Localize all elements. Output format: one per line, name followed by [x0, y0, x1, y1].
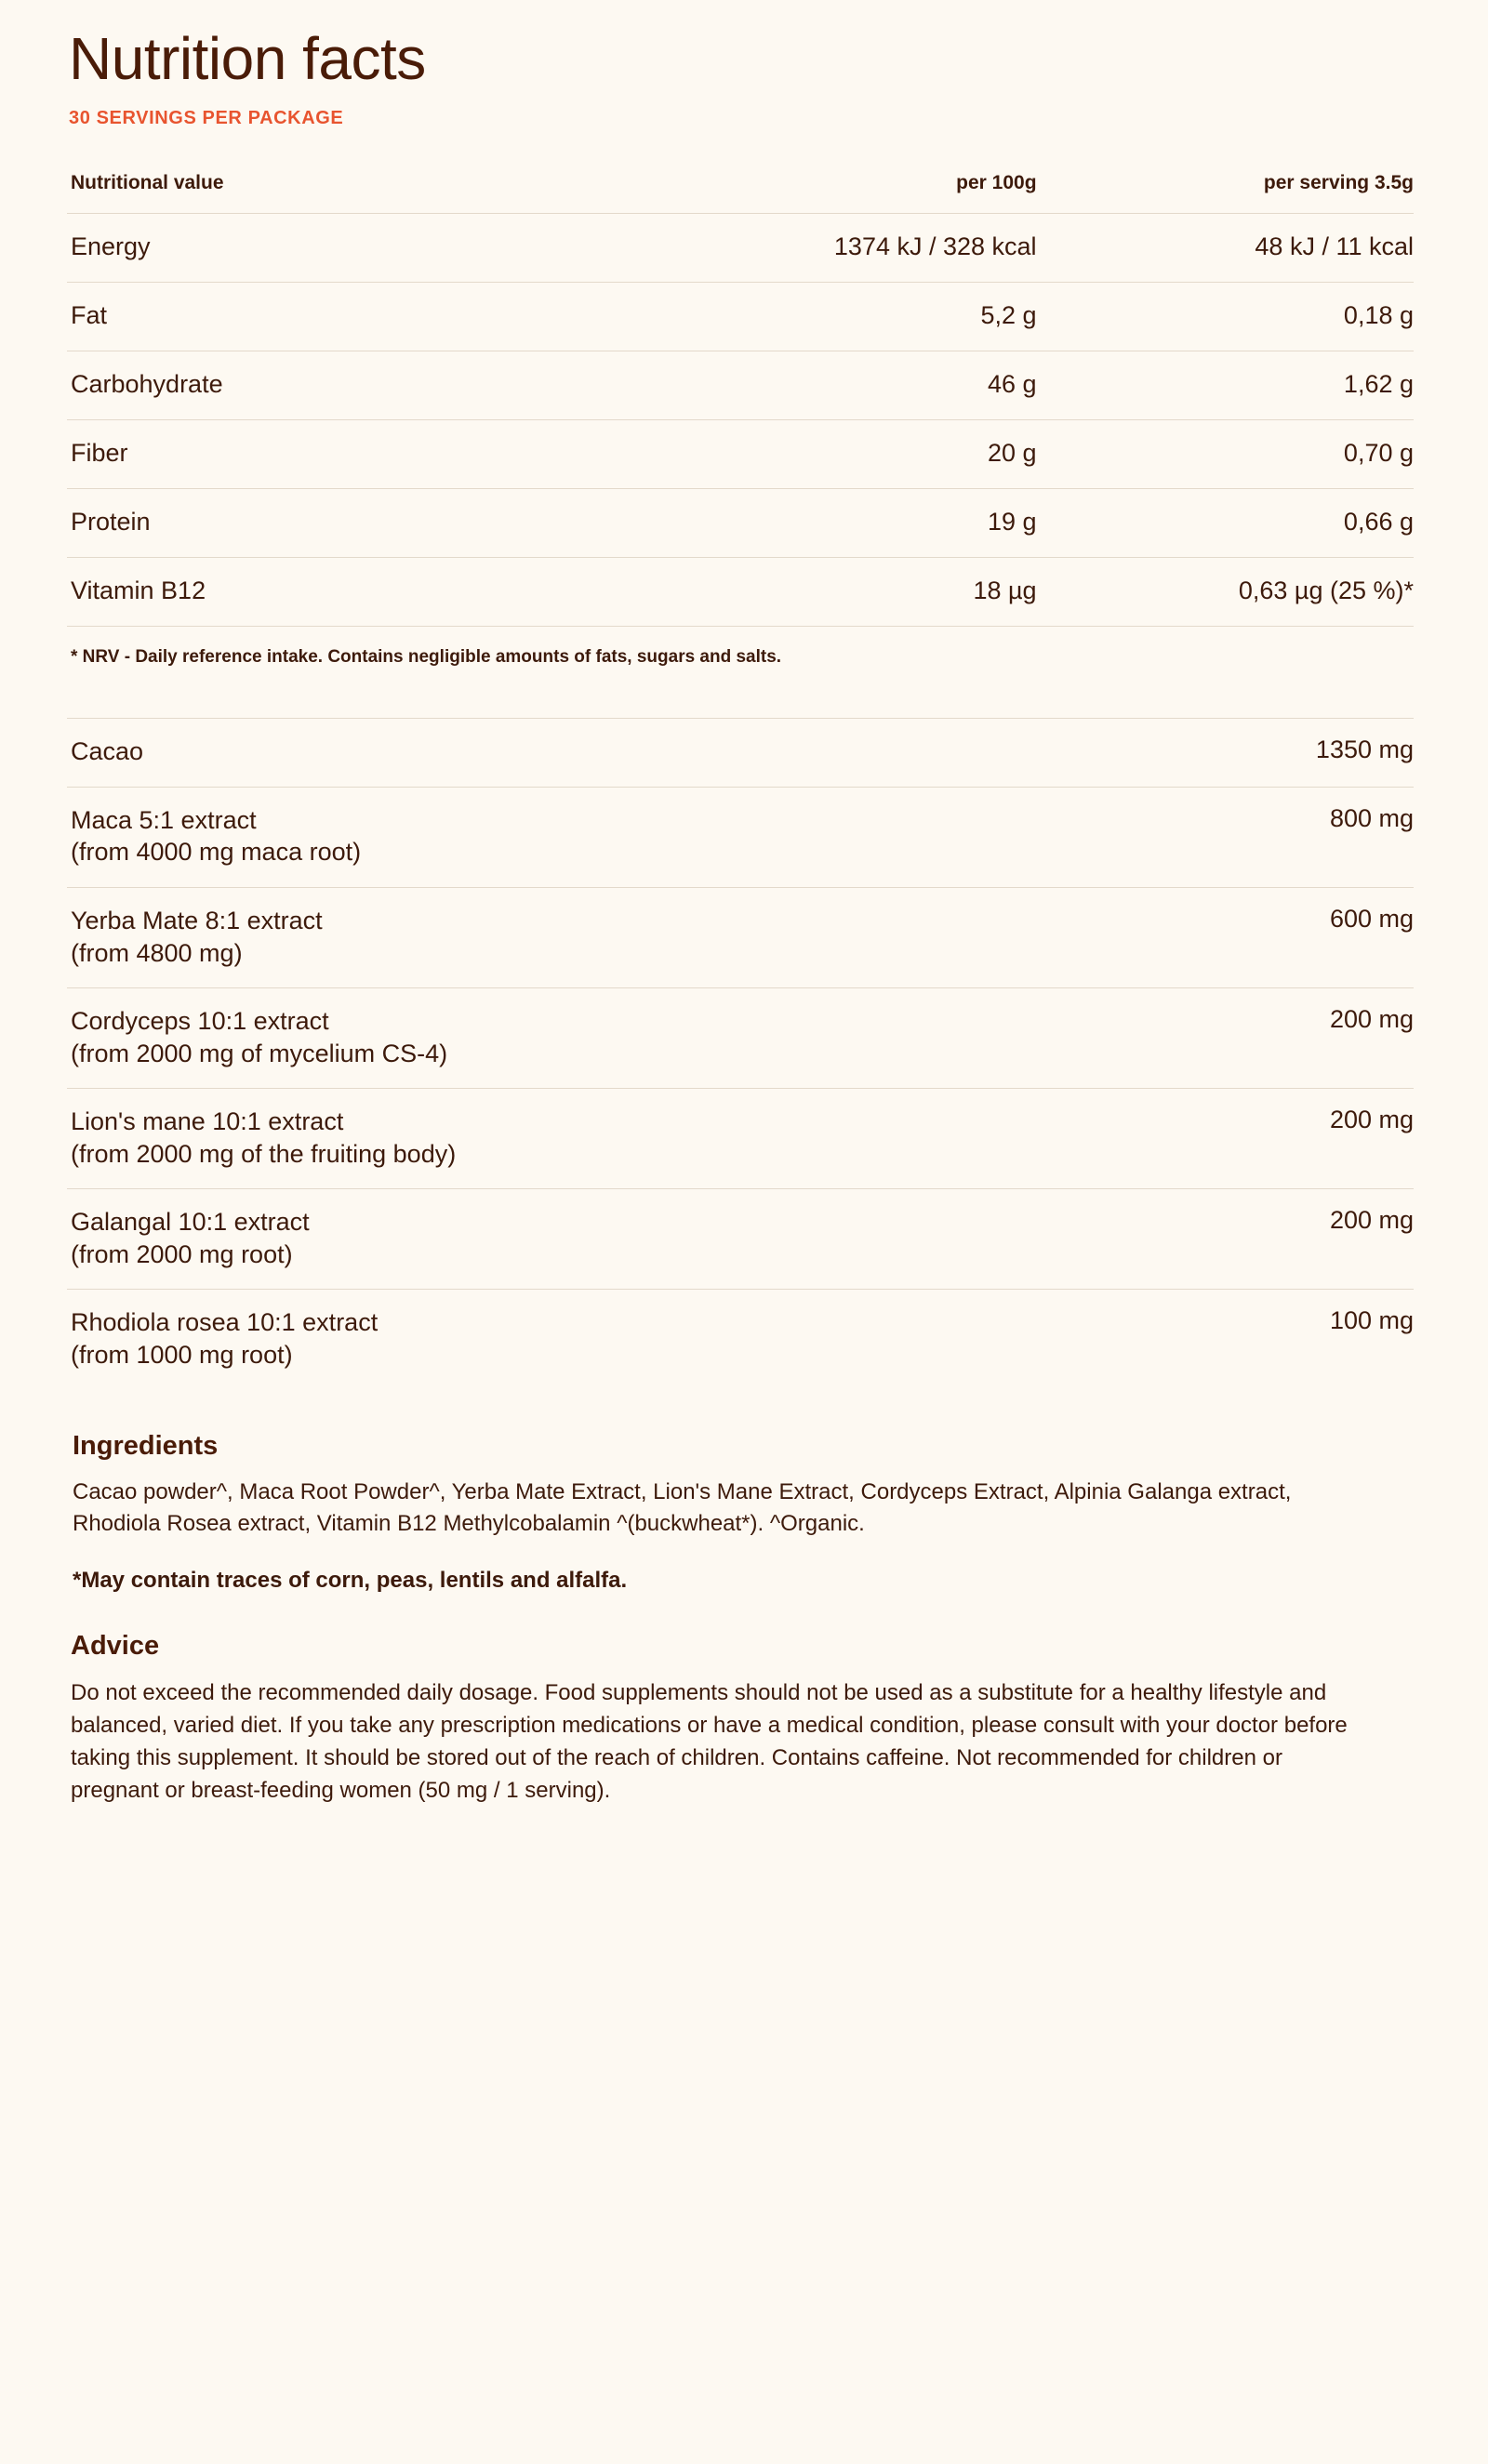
active-name: Cacao: [71, 737, 144, 766]
active-name: Lion's mane 10:1 extract: [71, 1107, 344, 1136]
table-row: [67, 1089, 1414, 1189]
nutrient-label: Protein: [67, 489, 659, 558]
active-source: (from 1000 mg root): [71, 1340, 293, 1369]
nutrition-table: [67, 172, 1414, 626]
table-row: [67, 1290, 1414, 1390]
column-header-nutritional-value: Nutritional value: [71, 172, 224, 194]
column-header-per-100g: per 100g: [956, 172, 1037, 194]
nutrient-label: Energy: [67, 214, 659, 283]
active-source: (from 4800 mg): [71, 938, 243, 967]
nutrient-label: Vitamin B12: [67, 558, 659, 627]
nutrient-per-100g: 20 g: [659, 420, 1036, 489]
table-row: [67, 558, 1414, 627]
table-row: [67, 214, 1414, 283]
nutrient-per-100g: 5,2 g: [659, 283, 1036, 351]
table-row: [67, 420, 1414, 489]
table-row: [67, 787, 1414, 887]
ingredients-title: Ingredients: [73, 1430, 219, 1461]
column-header-per-serving: per serving 3.5g: [1263, 172, 1414, 194]
allergen-warning: *May contain traces of corn, peas, lentils and alfalfa.: [73, 1567, 628, 1593]
table-row: [67, 988, 1414, 1089]
servings-per-package: 30 SERVINGS PER PACKAGE: [69, 108, 344, 129]
nutrient-per-serving: 1,62 g: [1037, 351, 1414, 420]
active-source: (from 4000 mg maca root): [71, 838, 362, 867]
nutrient-per-serving: 0,18 g: [1037, 283, 1414, 351]
table-row: [67, 1189, 1414, 1290]
nutrient-label: Fiber: [67, 420, 659, 489]
table-row: [67, 888, 1414, 988]
active-amount: 600 mg: [903, 888, 1414, 988]
table-row: [67, 283, 1414, 351]
active-source: (from 2000 mg of the fruiting body): [71, 1139, 457, 1168]
active-name: Yerba Mate 8:1 extract: [71, 907, 323, 935]
table-row: [67, 719, 1414, 788]
nutrient-per-serving: 0,70 g: [1037, 420, 1414, 489]
active-name: Rhodiola rosea 10:1 extract: [71, 1308, 379, 1337]
advice-title: Advice: [71, 1630, 160, 1661]
active-amount: 1350 mg: [903, 719, 1414, 788]
nutrient-per-100g: 18 µg: [659, 558, 1036, 627]
nutrient-label: Carbohydrate: [67, 351, 659, 420]
nutrient-per-100g: 46 g: [659, 351, 1036, 420]
active-name: Galangal 10:1 extract: [71, 1208, 310, 1237]
nutrition-table-header-row: [67, 172, 1414, 214]
active-ingredients-table: [67, 718, 1414, 1389]
advice-text: Do not exceed the recommended daily dosage. Food supplements should not be used as a substitute for a healthy lifestyle and balanced, varied diet. If you take any prescription medications or have a medical condition, please consult with your doctor before taking this supplement. It should be stored out of the reach of children. Contains caffeine. Not recommended for children or pregnant or breast-feeding women (50 mg / 1 serving).: [71, 1679, 1348, 1803]
page-title: Nutrition facts: [69, 25, 426, 92]
active-name: Maca 5:1 extract: [71, 805, 257, 834]
nutrient-per-serving: 0,66 g: [1037, 489, 1414, 558]
active-amount: 100 mg: [903, 1290, 1414, 1390]
active-amount: 200 mg: [903, 1089, 1414, 1189]
nutrient-per-100g: 1374 kJ / 328 kcal: [659, 214, 1036, 283]
nutrition-footnote: * NRV - Daily reference intake. Contains negligible amounts of fats, sugars and salts.: [67, 626, 1414, 668]
active-amount: 800 mg: [903, 787, 1414, 887]
active-name: Cordyceps 10:1 extract: [71, 1007, 329, 1036]
table-row: [67, 489, 1414, 558]
ingredients-text: Cacao powder^, Maca Root Powder^, Yerba Mate Extract, Lion's Mane Extract, Cordyceps Extract, Alpinia Galanga extract, Rhodiola Rosea extract, Vitamin B12 Methylcobalamin ^(buckwheat*). ^Organic.: [73, 1478, 1292, 1536]
nutrient-per-serving: 0,63 µg (25 %)*: [1037, 558, 1414, 627]
nutrient-per-serving: 48 kJ / 11 kcal: [1037, 214, 1414, 283]
active-source: (from 2000 mg of mycelium CS-4): [71, 1039, 448, 1067]
active-amount: 200 mg: [903, 988, 1414, 1089]
nutrient-label: Fat: [67, 283, 659, 351]
table-row: [67, 351, 1414, 420]
active-amount: 200 mg: [903, 1189, 1414, 1290]
nutrient-per-100g: 19 g: [659, 489, 1036, 558]
active-source: (from 2000 mg root): [71, 1239, 293, 1268]
